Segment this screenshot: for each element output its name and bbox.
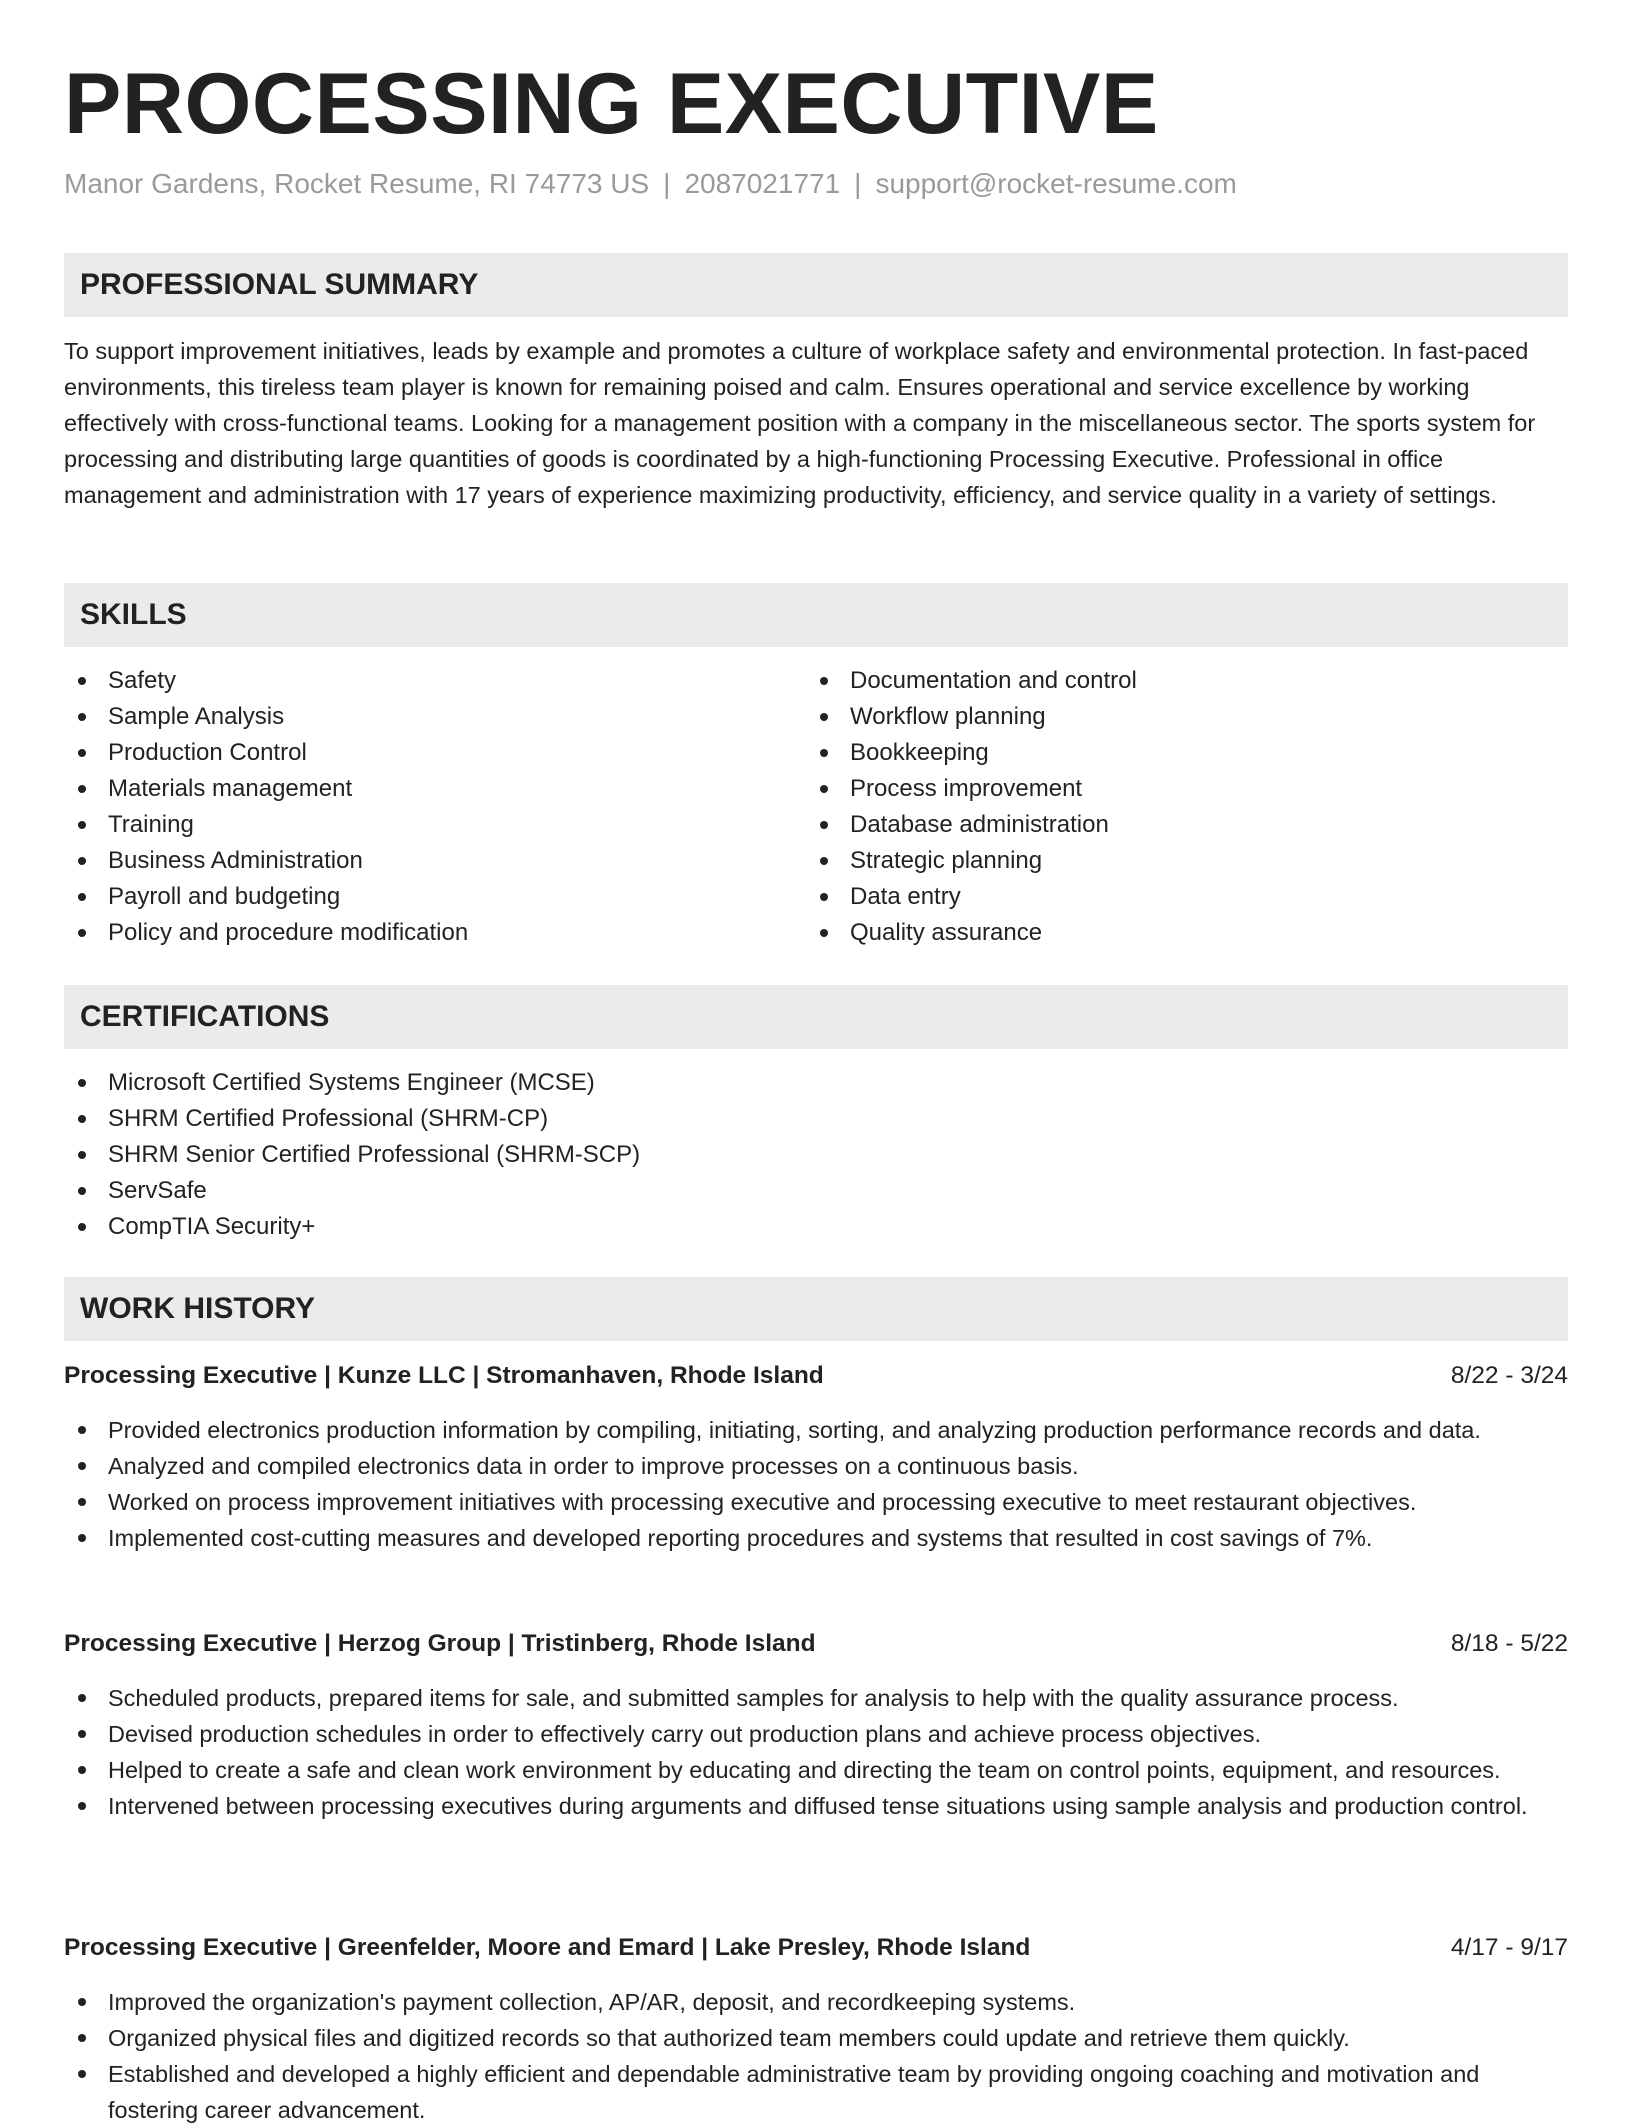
- certification-label: ServSafe: [108, 1177, 207, 1204]
- skill-label: Database administration: [850, 811, 1109, 838]
- job-bullet-text: Implemented cost-cutting measures and developed reporting procedures and systems that resulted in cost savings of 7%.: [108, 1525, 1373, 1551]
- job-bullet-text: Analyzed and compiled electronics data in order to improve processes on a continuous basis.: [108, 1453, 1079, 1479]
- skill-item: [64, 663, 764, 699]
- job-bullet-item: [64, 1448, 1568, 1484]
- job-title: Processing Executive | Kunze LLC | Stromanhaven, Rhode Island: [64, 1362, 824, 1389]
- bullet-icon: [78, 1694, 86, 1702]
- job-bullet-text: Intervened between processing executives during arguments and diffused tense situations using sample analysis and production control.: [108, 1793, 1528, 1819]
- skill-item: [64, 807, 764, 843]
- certification-item: [64, 1137, 1568, 1173]
- contact-line: [64, 166, 1237, 202]
- bullet-icon: [78, 1462, 86, 1470]
- job-title: Processing Executive | Greenfelder, Moore and Emard | Lake Presley, Rhode Island: [64, 1934, 1031, 1961]
- skill-label: Bookkeeping: [850, 739, 989, 766]
- section-header-certifications: CERTIFICATIONS: [64, 985, 1568, 1049]
- bullet-icon: [78, 1534, 86, 1542]
- job-bullet-text: Helped to create a safe and clean work environment by educating and directing the team on control points, equipment, and resources.: [108, 1757, 1501, 1783]
- bullet-icon: [78, 1766, 86, 1774]
- job-bullet-text: Devised production schedules in order to effectively carry out production plans and achieve process objectives.: [108, 1721, 1262, 1747]
- certification-label: CompTIA Security+: [108, 1213, 316, 1240]
- skill-item: [64, 735, 764, 771]
- skill-item: [64, 771, 764, 807]
- job-bullet-text: Worked on process improvement initiatives with processing executive and processing executive to meet restaurant objectives.: [108, 1489, 1417, 1515]
- job-bullet-text: Improved the organization's payment collection, AP/AR, deposit, and recordkeeping systems.: [108, 1989, 1076, 2015]
- bullet-icon: [78, 785, 86, 793]
- job-title: Processing Executive | Herzog Group | Tristinberg, Rhode Island: [64, 1630, 816, 1657]
- skill-label: Documentation and control: [850, 667, 1137, 694]
- bullet-icon: [820, 929, 828, 937]
- certification-item: [64, 1173, 1568, 1209]
- skill-label: Payroll and budgeting: [108, 883, 341, 910]
- certification-item: [64, 1101, 1568, 1137]
- skill-label: Policy and procedure modification: [108, 919, 469, 946]
- skill-label: Production Control: [108, 739, 307, 766]
- skill-label: Quality assurance: [850, 919, 1043, 946]
- bullet-icon: [78, 677, 86, 685]
- bullet-icon: [820, 857, 828, 865]
- job-header: [64, 1358, 1568, 1394]
- bullet-icon: [78, 1730, 86, 1738]
- job-bullet-text: Provided electronics production information by compiling, initiating, sorting, and analyzing production performance records and data.: [108, 1417, 1481, 1443]
- job-bullet-item: [64, 1752, 1568, 1788]
- bullet-icon: [78, 1802, 86, 1810]
- certification-item: [64, 1065, 1568, 1101]
- job-bullet-item: [64, 1484, 1568, 1520]
- bullet-icon: [78, 821, 86, 829]
- skill-label: Business Administration: [108, 847, 363, 874]
- section-header-skills: SKILLS: [64, 583, 1568, 647]
- certification-item: [64, 1209, 1568, 1245]
- skill-item: [64, 843, 764, 879]
- skill-item: [806, 735, 1506, 771]
- address-text: Manor Gardens, Rocket Resume, RI 74773 US: [64, 168, 650, 199]
- skill-label: Safety: [108, 667, 177, 694]
- skill-label: Sample Analysis: [108, 703, 285, 730]
- skill-item: [64, 879, 764, 915]
- skills-list-left: [64, 663, 764, 951]
- job-bullet-item: [64, 1520, 1568, 1556]
- bullet-icon: [78, 1187, 86, 1195]
- bullet-icon: [78, 929, 86, 937]
- job-entry: [64, 1930, 1568, 2128]
- summary-text: To support improvement initiatives, leads by example and promotes a culture of workplace safety and environmental protection. In fast-paced environments, this tireless team player is known for remaining poised and calm. Ensures operational and service excellence by working effectively with cross-functional teams. Looking for a management position with a company in the miscellaneous sector. The sports system for processing and distributing large quantities of goods is coordinated by a high-functioning Processing Executive. Professional in office management and administration with 17 years of experience maximizing productivity, efficiency, and service quality in a variety of settings.: [64, 338, 1536, 508]
- bullet-icon: [78, 1498, 86, 1506]
- job-bullets: [64, 1680, 1568, 1824]
- bullet-icon: [820, 785, 828, 793]
- bullet-icon: [820, 821, 828, 829]
- skill-item: [64, 915, 764, 951]
- certification-label: SHRM Certified Professional (SHRM-CP): [108, 1105, 549, 1132]
- skill-item: [806, 807, 1506, 843]
- job-bullet-item: [64, 1716, 1568, 1752]
- bullet-icon: [78, 1151, 86, 1159]
- bullet-icon: [78, 1079, 86, 1087]
- bullet-icon: [78, 1223, 86, 1231]
- separator: |: [854, 168, 862, 199]
- bullet-icon: [78, 2034, 86, 2042]
- bullet-icon: [820, 713, 828, 721]
- bullet-icon: [78, 749, 86, 757]
- bullet-icon: [78, 893, 86, 901]
- job-bullet-text: Organized physical files and digitized records so that authorized team members could update and retrieve them quickly.: [108, 2025, 1350, 2051]
- job-dates: 4/17 - 9/17: [1450, 1934, 1568, 1961]
- job-bullet-item: [64, 1788, 1568, 1824]
- job-entry: [64, 1626, 1568, 1824]
- certification-label: Microsoft Certified Systems Engineer (MCSE): [108, 1069, 595, 1096]
- skill-label: Training: [108, 811, 194, 838]
- skill-item: [806, 771, 1506, 807]
- bullet-icon: [820, 749, 828, 757]
- phone-text: 2087021771: [684, 168, 841, 199]
- certifications-list: [64, 1065, 1568, 1245]
- job-bullets: [64, 1984, 1568, 2128]
- job-bullet-item: [64, 2020, 1568, 2056]
- certification-label: SHRM Senior Certified Professional (SHRM-SCP): [108, 1141, 641, 1168]
- section-header-work-history: WORK HISTORY: [64, 1277, 1568, 1341]
- skill-label: Strategic planning: [850, 847, 1043, 874]
- skill-label: Materials management: [108, 775, 353, 802]
- bullet-icon: [78, 1426, 86, 1434]
- bullet-icon: [78, 1998, 86, 2006]
- skill-item: [806, 663, 1506, 699]
- bullet-icon: [78, 2070, 86, 2078]
- skill-item: [806, 915, 1506, 951]
- skill-item: [806, 879, 1506, 915]
- job-bullet-item: [64, 1412, 1568, 1448]
- job-bullet-text: Established and developed a highly efficient and dependable administrative team by providing ongoing coaching and motivation and fostering career advancement.: [108, 2061, 1480, 2123]
- skill-item: [806, 699, 1506, 735]
- job-dates: 8/22 - 3/24: [1450, 1362, 1568, 1389]
- job-bullet-item: [64, 1680, 1568, 1716]
- job-bullet-text: Scheduled products, prepared items for sale, and submitted samples for analysis to help with the quality assurance process.: [108, 1685, 1399, 1711]
- job-dates: 8/18 - 5/22: [1450, 1630, 1568, 1657]
- bullet-icon: [78, 713, 86, 721]
- bullet-icon: [820, 893, 828, 901]
- job-bullet-item: [64, 2056, 1568, 2128]
- bullet-icon: [78, 857, 86, 865]
- email-link[interactable]: support@rocket-resume.com: [875, 168, 1237, 199]
- separator: |: [663, 168, 671, 199]
- bullet-icon: [820, 677, 828, 685]
- skill-label: Workflow planning: [850, 703, 1046, 730]
- job-entry: [64, 1358, 1568, 1556]
- job-bullets: [64, 1412, 1568, 1556]
- section-header-summary: PROFESSIONAL SUMMARY: [64, 253, 1568, 317]
- job-bullet-item: [64, 1984, 1568, 2020]
- skills-list-right: [806, 663, 1506, 951]
- skill-label: Process improvement: [850, 775, 1083, 802]
- page-title: PROCESSING EXECUTIVE: [64, 56, 1159, 152]
- job-header: [64, 1626, 1568, 1662]
- job-header: [64, 1930, 1568, 1966]
- bullet-icon: [78, 1115, 86, 1123]
- skill-label: Data entry: [850, 883, 961, 910]
- skill-item: [64, 699, 764, 735]
- skill-item: [806, 843, 1506, 879]
